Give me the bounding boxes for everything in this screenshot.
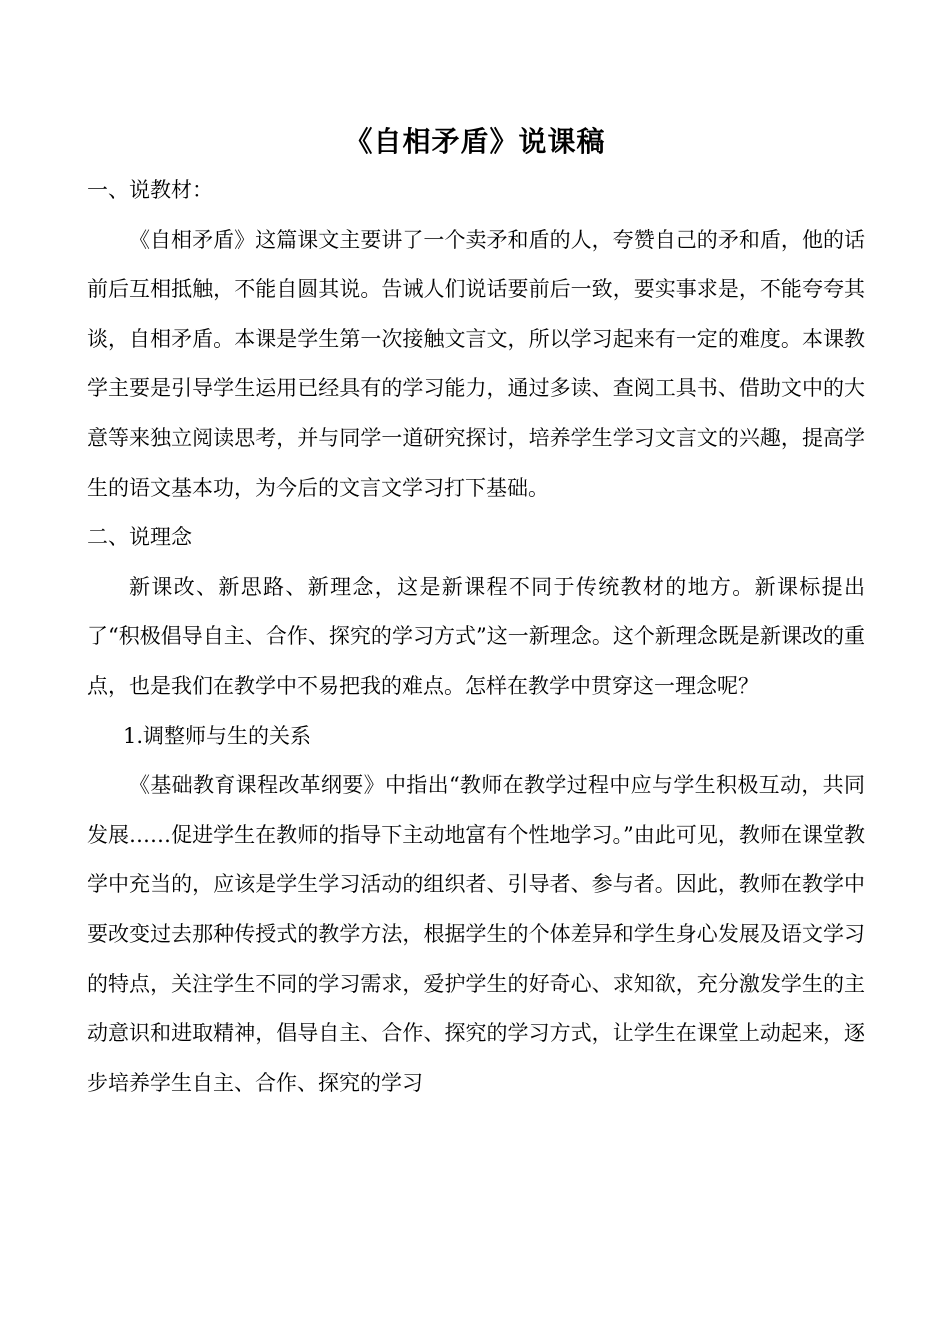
document-body bbox=[87, 166, 865, 1108]
paragraph-textbook: 《自相矛盾》这篇课文主要讲了一个卖矛和盾的人，夸赞自己的矛和盾，他的话前后互相抵触，不能自圆其说。告诫人们说话要前后一致，要实事求是，不能夸夸其谈，自相矛盾。本课是学生第一次接触文言文，所以学习起来有一定的难度。本课教学主要是引导学生运用已经具有的学习能力，通过多读、查阅工具书、借助文中的大意等来独立阅读思考，并与同学一道研究探讨，培养学生学习文言文的兴趣，提高学生的语文基本功，为今后的文言文学习打下基础。 bbox=[87, 227, 865, 500]
section-heading-textbook: 一、说教材： bbox=[87, 178, 213, 202]
paragraph-philosophy: 新课改、新思路、新理念，这是新课程不同于传统教材的地方。新课标提出了“积极倡导自主、合作、探究的学习方式”这一新理念。这个新理念既是新课改的重点，也是我们在教学中不易把我的难点。怎样在教学中贯穿这一理念呢？ bbox=[87, 574, 865, 698]
document-title: 《自相矛盾》说课稿 bbox=[344, 125, 606, 158]
section-heading-philosophy: 二、说理念 bbox=[87, 525, 192, 550]
paragraph-relationship: 《基础教育课程改革纲要》中指出“教师在教学过程中应与学生积极互动，共同发展……促进学生在教师的指导下主动地富有个性地学习。”由此可见，教师在课堂教学中充当的，应该是学生学习活动的组织者、引导者、参与者。因此，教师在教学中要改变过去那种传授式的教学方法，根据学生的个体差异和学生身心发展及语文学习的特点，关注学生不同的学习需求，爱护学生的好奇心、求知欲，充分激发学生的主动意识和进取精神，倡导自主、合作、探究的学习方式，让学生在课堂上动起来，逐步培养学生自主、合作、探究的学习 bbox=[87, 773, 865, 1095]
subsection-heading-relationship: 1.调整师与生的关系 bbox=[123, 723, 312, 748]
